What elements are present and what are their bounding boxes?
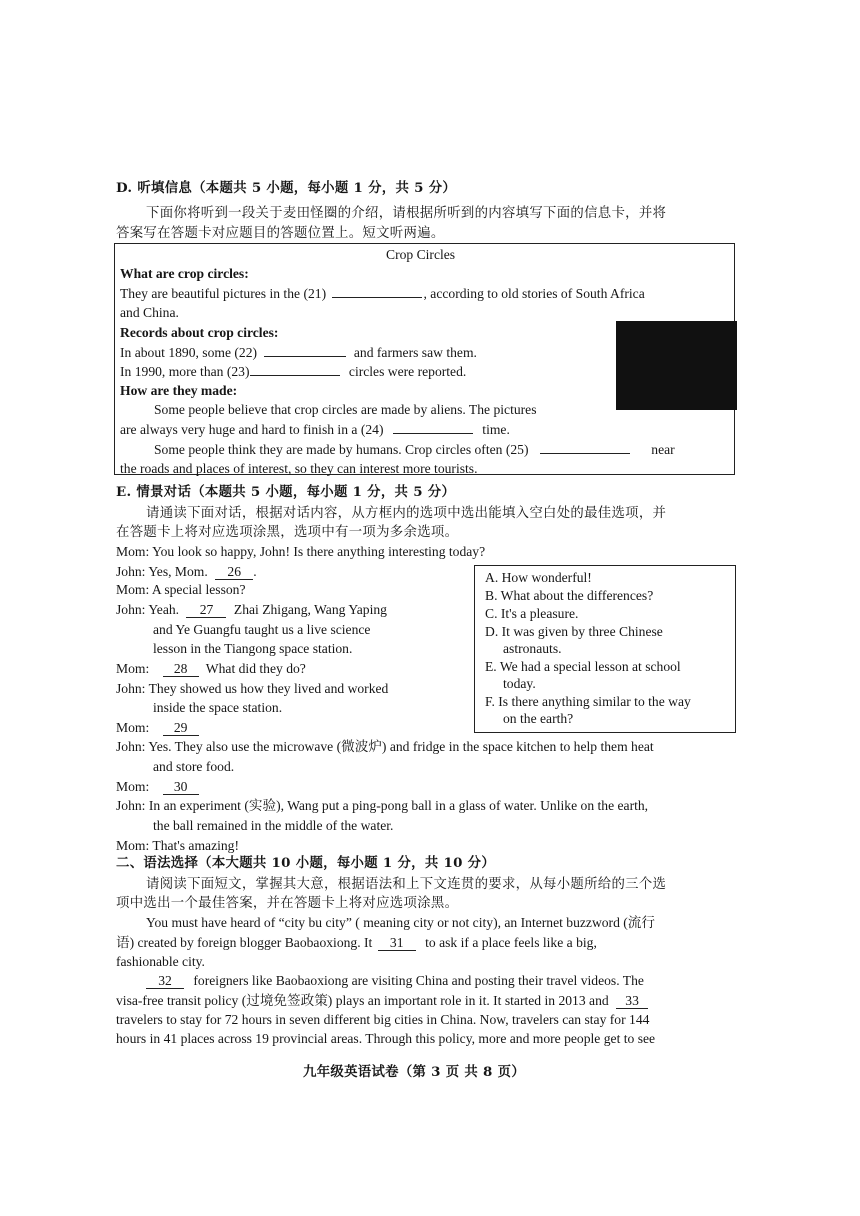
card-line-25-text-a: Some people think they are made by humans. Crop circles often (25) bbox=[154, 442, 529, 457]
dialogue-line-6b: inside the space station. bbox=[153, 700, 283, 715]
answer-blank-32[interactable]: 32 bbox=[146, 974, 184, 989]
section-ii-instruction-line1: 请阅读下面短文，掌握其大意，根据语法和上下文连贯的要求，从每小题所给的三个选 bbox=[146, 877, 667, 892]
dialogue-27-text: Zhai Zhigang, Wang Yaping bbox=[233, 602, 387, 617]
dialogue-line-1: Mom: You look so happy, John! Is there anything interesting today? bbox=[116, 544, 486, 559]
passage-line-33 bbox=[116, 991, 648, 1010]
card-line-21-text-b: , according to old stories of South Africa bbox=[423, 286, 645, 301]
dialogue-line-26: John: Yes, Mom. 26 . bbox=[116, 564, 257, 579]
dialogue-line-3: Mom: A special lesson? bbox=[116, 582, 246, 597]
passage-32-text: foreigners like Baobaoxiong are visiting China and posting their travel videos. The bbox=[193, 973, 644, 988]
answer-blank-23[interactable] bbox=[250, 363, 340, 376]
dialogue-line-8b: and store food. bbox=[153, 759, 235, 774]
section-d-instruction-line1: 下面你将听到一段关于麦田怪圈的介绍，请根据所听到的内容填写下面的信息卡，并将 bbox=[146, 206, 667, 221]
section-e-heading: E. 情景对话（本题共 5 小题，每小题 1 分，共 5 分） bbox=[116, 484, 456, 500]
option-e-line2: today. bbox=[503, 676, 536, 691]
dialogue-line-30 bbox=[116, 777, 199, 796]
option-f-line1: F. Is there anything similar to the way bbox=[485, 694, 691, 709]
card-line-24-text-a: are always very huge and hard to finish in a (24) bbox=[120, 422, 384, 437]
option-a: A. How wonderful! bbox=[485, 570, 592, 585]
passage-31-text-a: 语) created by foreign blogger Baobaoxiong. It bbox=[116, 935, 373, 950]
dialogue-line-8a: John: Yes. They also use the microwave (微波炉) and fridge in the space kitchen to help them heat bbox=[116, 739, 654, 754]
dialogue-28-speaker: Mom: bbox=[116, 661, 150, 676]
section-e-instruction-line2: 在答题卡上将对应选项涂黑，选项中有一项为多余选项。 bbox=[116, 525, 459, 540]
answer-blank-26[interactable]: 26 bbox=[215, 565, 253, 580]
dialogue-30-speaker: Mom: bbox=[116, 779, 150, 794]
passage-line-32 bbox=[146, 971, 644, 990]
option-b: B. What about the differences? bbox=[485, 588, 654, 603]
options-box bbox=[474, 565, 736, 733]
section-ii-instruction-line2: 项中选出一个最佳答案，并在答题卡上将对应选项涂黑。 bbox=[116, 896, 459, 911]
card-line-22 bbox=[120, 343, 477, 362]
card-line-25 bbox=[154, 440, 675, 459]
passage-line-5: travelers to stay for 72 hours in seven different big cities in China. Now, travelers can stay for 144 bbox=[116, 1012, 650, 1027]
answer-blank-22[interactable] bbox=[264, 344, 346, 357]
dialogue-line-10a: John: In an experiment (实验), Wang put a ping-pong ball in a glass of water. Unlike on the earth, bbox=[116, 798, 649, 813]
card-line-2: and China. bbox=[120, 305, 179, 320]
dialogue-28-text: What did they do? bbox=[205, 661, 306, 676]
section-e-instruction-line1: 请通读下面对话，根据对话内容，从方框内的选项中选出能填入空白处的最佳选项，并 bbox=[146, 506, 667, 521]
card-line-21-text-a: They are beautiful pictures in the (21) bbox=[120, 286, 327, 301]
answer-blank-24[interactable] bbox=[393, 421, 473, 434]
card-line-24 bbox=[120, 420, 510, 439]
passage-line-6: hours in 41 places across 19 provincial areas. Through this policy, more and more people get to see bbox=[116, 1031, 656, 1046]
dialogue-line-10b: the ball remained in the middle of the water. bbox=[153, 818, 394, 833]
section-ii-heading: 二、语法选择（本大题共 10 小题，每小题 1 分，共 10 分） bbox=[116, 855, 496, 871]
option-d-line1: D. It was given by three Chinese bbox=[485, 624, 663, 639]
passage-line-3: fashionable city. bbox=[116, 954, 205, 969]
answer-blank-31[interactable]: 31 bbox=[378, 936, 416, 951]
card-line-23-text-b: circles were reported. bbox=[348, 364, 467, 379]
card-line-22-text-a: In about 1890, some (22) bbox=[120, 345, 258, 360]
option-e-line1: E. We had a special lesson at school bbox=[485, 659, 681, 674]
dialogue-line-4c: and Ye Guangfu taught us a live science bbox=[153, 622, 371, 637]
redacted-area bbox=[616, 321, 737, 410]
answer-blank-28[interactable]: 28 bbox=[163, 662, 199, 677]
dialogue-line-6a: John: They showed us how they lived and worked bbox=[116, 681, 389, 696]
passage-line-1: You must have heard of “city bu city” ( meaning city or not city), an Internet buzzword (流行 bbox=[146, 915, 655, 930]
answer-blank-33[interactable]: 33 bbox=[616, 994, 648, 1009]
answer-blank-25[interactable] bbox=[540, 441, 630, 454]
card-line-24-text-b: time. bbox=[482, 422, 510, 437]
dialogue-line-29 bbox=[116, 718, 199, 737]
card-line-22-text-b: and farmers saw them. bbox=[353, 345, 477, 360]
dialogue-26-speaker: John: Yes, Mom. bbox=[116, 564, 208, 579]
card-line-8: the roads and places of interest, so they can interest more tourists. bbox=[120, 461, 478, 476]
card-line-23-text-a: In 1990, more than (23) bbox=[120, 364, 250, 379]
option-c: C. It's a pleasure. bbox=[485, 606, 579, 621]
dialogue-27-speaker: John: Yeah. bbox=[116, 602, 180, 617]
answer-blank-21[interactable] bbox=[332, 285, 422, 298]
passage-33-text: visa-free transit policy (过境免签政策) plays an important role in it. It started in 2013 and bbox=[116, 993, 609, 1008]
section-d-instruction-line2: 答案写在答题卡对应题目的答题位置上。短文听两遍。 bbox=[116, 226, 445, 241]
passage-31-text-b: to ask if a place feels like a big, bbox=[425, 935, 597, 950]
option-f-line2: on the earth? bbox=[503, 711, 574, 726]
dialogue-29-speaker: Mom: bbox=[116, 720, 150, 735]
dialogue-line-11: Mom: That's amazing! bbox=[116, 838, 240, 853]
card-heading-how: How are they made: bbox=[120, 383, 238, 398]
answer-blank-29[interactable]: 29 bbox=[163, 721, 199, 736]
option-d-line2: astronauts. bbox=[503, 641, 562, 656]
dialogue-line-4d: lesson in the Tiangong space station. bbox=[153, 641, 353, 656]
answer-blank-27[interactable]: 27 bbox=[186, 603, 226, 618]
answer-blank-30[interactable]: 30 bbox=[163, 780, 199, 795]
section-d-heading: D. 听填信息（本题共 5 小题，每小题 1 分，共 5 分） bbox=[116, 180, 457, 196]
passage-line-31 bbox=[116, 933, 597, 952]
card-line-25-text-b: near bbox=[651, 442, 675, 457]
dialogue-line-28 bbox=[116, 659, 306, 678]
dialogue-line-27 bbox=[116, 600, 387, 619]
card-heading-records: Records about crop circles: bbox=[120, 325, 279, 340]
card-line-23 bbox=[120, 362, 466, 381]
page-footer: 九年级英语试卷（第 3 页 共 8 页） bbox=[303, 1064, 526, 1080]
card-title: Crop Circles bbox=[386, 247, 456, 262]
card-line-5: Some people believe that crop circles are made by aliens. The pictures bbox=[154, 402, 537, 417]
card-line-21 bbox=[120, 284, 645, 303]
card-heading-what: What are crop circles: bbox=[120, 266, 249, 281]
